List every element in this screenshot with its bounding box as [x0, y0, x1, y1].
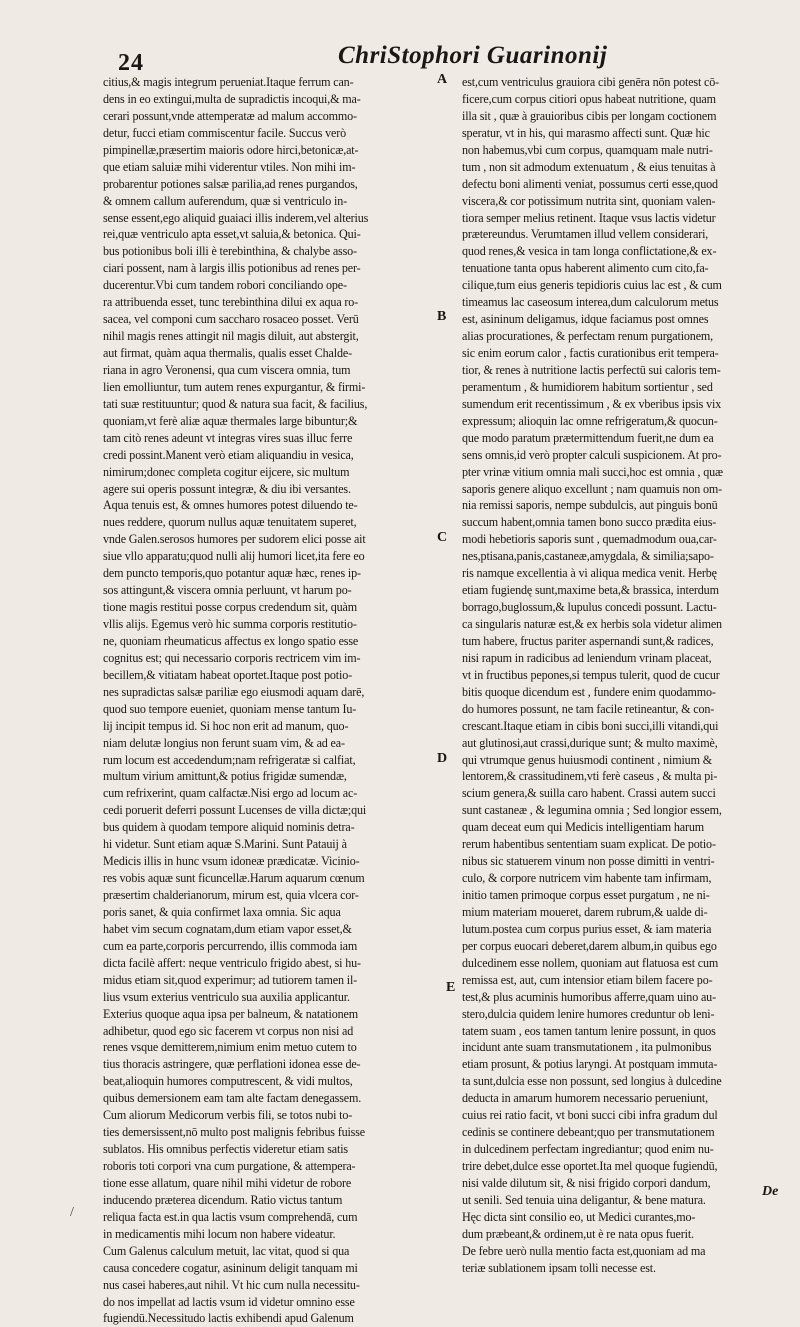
right-column	[462, 74, 792, 1277]
left-column-line: in medicamentis mihi locum non habere videatur.	[103, 1226, 336, 1241]
left-column-line: quoniam,vt ferè aliæ aquæ thermales large bibuntur;&	[103, 413, 358, 428]
right-column-line: initio tamen primoque corpus esset purgatum , ne ni-	[462, 888, 710, 902]
left-column-line: fugiendū.Necessitudo lactis exhibendi apud Galenum	[103, 1311, 354, 1326]
left-column-line: midus etiam sit,quod experimur; ad tutiorem tamen il-	[103, 972, 358, 987]
left-column-line: nes supradictas salsæ pariliæ ego eiusmodi aquam darē,	[103, 684, 365, 699]
right-column-line: timeamus lac caseosum interea,dum calculorum metus	[462, 295, 719, 310]
left-column-line: renes vsque demitterem,nimium enim metuo cutem to	[103, 1040, 357, 1055]
right-column-line: quod renes,& vesica in tam longa conflictatione,& ex-	[462, 244, 717, 259]
right-column-line: bitis quoque dicendum est , fundere enim quodammo-	[462, 684, 716, 699]
left-column-line: & omnem callum auferendum, quæ si ventriculo in-	[103, 193, 348, 208]
left-column-line: nues reddere, quorum nullus aquæ tenuitatem superet,	[103, 515, 357, 530]
right-column-line: ut senili. Sed tenuia uina deligantur, & bene matura.	[462, 1192, 706, 1207]
right-column-line: prætereundus. Verumtamen illud vellem considerari,	[462, 227, 709, 242]
page-number: 24	[118, 50, 144, 76]
left-column-line: rum locum est accedendum;nam refrigeratæ si calfiat,	[103, 752, 356, 767]
right-column-line: nia remissi saporis, nempe subdulcis, aut pinguis bonū	[462, 498, 718, 513]
right-column-line: tenuatione tanta opus haberent alimento cum cito,fa-	[462, 261, 709, 276]
left-column-line: sublatos. His omnibus perfectis videretur etiam satis	[103, 1142, 348, 1157]
right-column-line: ta sunt,dulcia esse non possunt, sed longius à dulcedine	[462, 1074, 722, 1089]
right-column-line: peramentum , & humidiorem habitum sortientur , sed	[462, 379, 713, 394]
left-column-line: cum ea parte,corporis percurrendo, illis commoda iam	[103, 938, 358, 953]
left-column-line: ties demersissent,nō multo post malignis febribus fuisse	[103, 1125, 366, 1140]
left-column-line: tam citò renes adeunt vt integras vires suas illuc ferre	[103, 430, 353, 445]
left-column-line: nihil magis renes attingit nil magis diluit, aut abstergit,	[103, 329, 359, 344]
right-column-line: quam deceat eum qui Medicis intelligentiam harum	[462, 820, 704, 835]
left-column-line: Cum Galenus calculum metuit, lac vitat, quod si qua	[103, 1243, 350, 1258]
right-column-line: dum præbeant,& ordinem,ut è re nata opus fuerit.	[462, 1226, 694, 1241]
left-column-line: lij incipit tempus id. Si hoc non erit ad manum, quo-	[103, 718, 349, 733]
left-column-line: quod suo tempore eueniet, quoniam mense tantum Iu-	[103, 701, 357, 716]
left-column-line: habet vim secum cognatam,dum etiam vapor esset,&	[103, 921, 352, 936]
left-column-line: pimpinellæ,præsertim maioris odore hirci,betonicæ,at-	[103, 142, 359, 157]
left-column-line: cerari possunt,vnde attemperatæ ad malum accommo-	[103, 108, 357, 123]
right-column-line: vt in fructibus pepones,si tempus tulerit, quod de cucur	[462, 667, 720, 682]
left-column-line: adhibetur, quod ego sic facerem vt corpus non nisi ad	[103, 1023, 354, 1038]
left-column-line: ducerentur.Vbi cum tandem robori conciliando ope-	[103, 278, 347, 293]
left-column-line: vnde Galen.serosos humores per sudorem elici posse ait	[103, 532, 366, 547]
right-column-line: remissa est, aut, cum intensior etiam bilem facere po-	[462, 972, 713, 987]
right-column-line: lutum.postea cum corpus purius esset, & iam materia	[462, 921, 712, 936]
right-column-line: teriæ sublationem ipsam tolli necesse est.	[462, 1260, 656, 1275]
right-column-line: per corpus euocari deberet,darem album,in quibus ego	[462, 938, 717, 953]
left-column-line: nimirum;donec completa cogitur eijcere, sic multum	[103, 464, 350, 479]
right-column-line: ris namque excellentia à vi aliqua medica venit. Herbę	[462, 566, 717, 581]
right-column-line: sic enim eorum calor , factis curationibus erit tempera-	[462, 346, 719, 360]
right-column-line: modi hebetioris saporis sunt , quemadmodum oua,car-	[462, 532, 717, 547]
left-column-line: inducendo præterea dicendum. Ratio victus tantum	[103, 1192, 343, 1207]
right-column-line: alias procurationes, & perfectam renum purgationem,	[462, 329, 714, 344]
left-column-line: Medicis illis in hunc vsum idoneæ prædicatæ. Vicinio-	[103, 854, 360, 869]
left-column-line: poris sanet, & quia confirmet laxa omnia. Sic aqua	[103, 904, 341, 919]
right-column-line: lentorem,& crassitudinem,vti ferè caseus , & multa pi-	[462, 769, 718, 784]
ink-mark: /	[70, 1205, 74, 1220]
left-column-line: sos attingunt,& viscera omnia perluunt, vt harum po-	[103, 583, 352, 598]
right-column-line: deducta in amarum humorem necessario perueniunt,	[462, 1091, 709, 1106]
left-column-line: nus casei haberes,aut nihil. Vt hic cum nulla necessitu-	[103, 1277, 360, 1292]
right-column-line: dulcedinem esse nollem, quoniam aut flatuosa est cum	[462, 955, 719, 970]
right-column-line: test,& plus acuminis humoribus afferre,quam uino au-	[462, 989, 716, 1004]
left-column-line: beat,alioquin humores computrescent, & vidi multos,	[103, 1074, 353, 1089]
margin-letter-d: D	[437, 751, 448, 766]
right-column-line: tum , non sit admodum extenuatum , & eius tenuitas à	[462, 159, 716, 174]
running-title: ChriStophori Guarinonij	[338, 42, 608, 69]
right-column-line: nibus sic statuerem vinum non posse dimitti in ventri-	[462, 854, 715, 869]
margin-letter-c: C	[437, 530, 448, 545]
right-column-line: expressum; alioquin lac omne refrigeratum,& quocun-	[462, 413, 718, 428]
left-column-line: quibus demersionem eam tam alte factam denegassem.	[103, 1091, 362, 1106]
left-column-line: Cum aliorum Medicorum verbis fili, se totos nubi to-	[103, 1108, 353, 1123]
left-column-line: lius vsum exterius ventriculo sua auxilia applicantur.	[103, 989, 350, 1004]
right-column-line: defectu boni alimenti veniat, possumus certi esse,quod	[462, 176, 718, 191]
left-column-line: præsertim chalderianorum, mirum est, quia vlcera cor-	[103, 888, 359, 902]
left-column-line: cedi poruerit deferri possunt Lucenses de villa dictæ;qui	[103, 803, 367, 818]
left-column-line: cum refrixerint, quam calfactæ.Nisi ergo ad locum ac-	[103, 786, 358, 801]
margin-letter-e: E	[446, 980, 456, 995]
right-column-line: sunt castaneæ , & legumina omnia ; Sed longior essem,	[462, 803, 722, 818]
left-column-line: Exterius quoque aqua ipsa per balneum, & natationem	[103, 1006, 358, 1021]
left-column-line: sacea, vel componi cum saccharo rosaceo posset. Verū	[103, 312, 359, 327]
left-column-line: bus potionibus boli illi è terebinthina, & chalybe asso-	[103, 244, 357, 259]
left-column-line: cognitus est; qui necessario corporis rectricem vim im-	[103, 650, 361, 665]
right-column-line: crescant.Itaque etiam in cibis boni succi,illi vitandi,qui	[462, 718, 719, 733]
right-column-line: non habemus,vbi cum corpus, quamquam male nutri-	[462, 142, 713, 157]
right-column-line: speratur, vt in his, qui marasmo affecti sunt. Quæ hic	[462, 125, 710, 140]
right-column-line: cilique,tum eius generis tepidioris cuius lac est , & cum	[462, 278, 722, 293]
right-column-line: scium genera,& suilla caro habent. Crassi autem succi	[462, 786, 716, 801]
catchword: De	[762, 1184, 779, 1199]
right-column-line: tum habere, fructus pariter aspernandi sunt,& radices,	[462, 633, 714, 648]
right-column-line: ca singularis naturæ est,& ex herbis sola videtur alimen	[462, 617, 722, 631]
right-column-line: rerum habentibus sententiam suam explicat. De potio-	[462, 837, 716, 852]
right-column-line: saporis genere aliquo excellunt ; nam quamuis non om-	[462, 481, 723, 496]
left-column-line: ne, quoniam rheumaticus affectus ex longo spatio esse	[103, 633, 359, 648]
left-column-line: niam delutæ longius non ferunt suam vim, & ad ea-	[103, 735, 345, 750]
right-column-line: De febre uerò nulla mentio facta est,quoniam ad ma	[462, 1243, 706, 1258]
right-column-line: viscera,& cor potissimum nutrita sint, quoniam valen-	[462, 193, 716, 208]
right-column-line: est, asininum deligamus, idque faciamus post omnes	[462, 312, 709, 327]
right-column-line: trire debet,dulce esse oportet.Ita mel quoque fugiendū,	[462, 1159, 718, 1173]
left-column-line: Aqua tenuis est, & omnes humores potest diluendo te-	[103, 498, 358, 513]
right-column-line: stero,dulcia quidem lenire humores creduntur ob leni-	[462, 1006, 715, 1021]
left-column-line: reliqua facta est.in qua lactis vsum comprehendā, cum	[103, 1209, 358, 1224]
right-column-line: cedinis se continere debeant;quo per transmutationem	[462, 1125, 715, 1140]
right-column-line: tior, & renes à nutritione lactis perfectū sui caloris tem-	[462, 362, 721, 377]
left-column-line: tati suæ restituuntur; quod & natura sua facit, & facilius,	[103, 396, 368, 411]
left-column-line: causa concedere cogatur, asininum deligit tanquam mi	[103, 1260, 358, 1275]
left-column-line: res vobis aquæ sunt ficuncellæ.Harum aquarum cœnum	[103, 871, 365, 886]
left-column-line: dicta facilè affert: neque ventriculo frigido abest, si hu-	[103, 955, 361, 970]
right-column-line: mium materiam moueret, darem rubrum,& ualde di-	[462, 904, 708, 919]
left-column-line: vllis alijs. Egemus verò hic summa corporis restitutio-	[103, 617, 357, 631]
right-column-line: que modo paratum prætermittendum fuerit,ne dum ea	[462, 430, 714, 445]
margin-letter-a: A	[437, 72, 448, 87]
left-column-line: dens in eo extingui,multa de supradictis incoqui,& ma-	[103, 91, 361, 106]
right-column-line: borrago,buglossum,& lupulus concedi possunt. Lactu-	[462, 600, 717, 615]
right-column-line: nisi valde dilutum sit, & nisi frigido corpori dandum,	[462, 1175, 711, 1190]
left-column-line: siue vllo apparatu;quod nulli alij humori licet,ita fere eo	[103, 549, 365, 564]
right-column-line: nes,ptisana,panis,castaneæ,amygdala, & similia;sapo-	[462, 549, 714, 564]
right-column-line: qui vtrumque genus huiusmodi continent , nimium &	[462, 752, 712, 767]
left-column-line: becillem,& vitiatam habeat oportet.Itaque post potio-	[103, 667, 352, 682]
left-column-line: agere sui operis possunt integræ, & diu ibi versantes.	[103, 481, 351, 496]
right-column-line: aut glutinosi,aut crassi,durique sunt; & multo maximè,	[462, 735, 718, 750]
left-column-line: lien emolliuntur, tum autem renes expurgantur, & firmi-	[103, 379, 366, 394]
right-column-line: culo, & corpore nutricem vim habente tam infirmam,	[462, 871, 712, 886]
right-column-line: illa sit , quæ à grauioribus cibis per longam coctionem	[462, 108, 717, 123]
left-column-line: probarentur potiones salsæ parilia,ad renes purgandos,	[103, 176, 358, 191]
left-column-line: ra attribuenda esset, tunc terebinthina dilui ex aqua ro-	[103, 295, 359, 310]
right-column-line: sumendum erit recentissimum , & ex vberibus ipsis vix	[462, 396, 722, 411]
left-column-line: multum virium amittunt,& potius frigidæ sumendæ,	[103, 769, 347, 784]
left-column-line: dem puncto temporis,quo potantur aquæ hæc, renes ip-	[103, 566, 361, 581]
right-column-line: nisi rapum in radicibus ad leniendum vrinam placeat,	[462, 650, 712, 665]
left-column-line: roboris toti corpori vna cum purgatione, & attempera-	[103, 1159, 356, 1173]
right-column-line: Hęc dicta sint consilio eo, ut Medici curantes,mo-	[462, 1209, 696, 1224]
left-column-line: que etiam saluiæ mihi viderentur vtiles. Non mihi im-	[103, 159, 356, 174]
left-column-line: riana in agro Veronensi, qua cum viscera omnia, tum	[103, 362, 351, 377]
right-column-line: do humores possunt, ne tam facile retineantur, & con-	[462, 701, 715, 716]
right-column-line: cuius rei ratio facit, vt boni succi cibi infra gradum dul	[462, 1108, 718, 1123]
right-column-line: succum habent,omnia tamen bono succo prædita eius-	[462, 515, 717, 530]
left-column-line: aut firmat, quàm aqua thermalis, qualis esset Chalde-	[103, 346, 352, 360]
right-column-line: etiam fugiendę sunt,maxime beta,& brassica, interdum	[462, 583, 719, 598]
right-column-line: in dulcedinem perfectam ingrediantur; quod enim nu-	[462, 1142, 714, 1157]
left-column-line: bus quidem à quodam tempore aliquid nominis detra-	[103, 820, 355, 835]
right-column-line: ficere,cum corpus citiori opus habeat nutritione, quam	[462, 91, 716, 106]
right-column-line: est,cum ventriculus grauiora cibi genēra nōn potest cō-	[462, 75, 720, 89]
right-column-line: tiora semper melius retinent. Itaque vsus lactis videtur	[462, 210, 716, 225]
left-column-line: detur, fucci etiam commiscentur facile. Succus verò	[103, 125, 347, 140]
margin-letter-b: B	[437, 309, 447, 324]
left-column-line: credi possint.Manent verò etiam aliquandiu in vesica,	[103, 447, 354, 462]
left-column-line: do nos impellat ad lactis vsum id videtur omnino esse	[103, 1294, 355, 1309]
left-column-line: tione magis restitui posse corpus credendum sit, quàm	[103, 600, 358, 615]
right-column-line: incidunt ante suam transmutationem , ita pulmonibus	[462, 1040, 712, 1055]
left-column	[103, 74, 435, 1327]
left-column-line: sense essent,ego aliquid guaiaci illis inderem,vel alterius	[103, 210, 369, 225]
left-column-line: tius thoracis astringere, quæ perflationi idonea esse de-	[103, 1057, 361, 1072]
left-column-line: rei,quæ ventriculo apta esset,vt saluia,& betonica. Qui-	[103, 227, 361, 242]
right-column-line: etiam prosunt, & potius laryngi. At postquam immuta-	[462, 1057, 718, 1072]
left-column-line: tione esse allatum, quare nihil mihi videtur de robore	[103, 1175, 352, 1190]
right-column-line: pter vrinæ vitium omnia mali succi,hoc est omnia , quæ	[462, 464, 723, 479]
left-column-line: citius,& magis integrum perueniat.Itaque ferrum can-	[103, 75, 354, 89]
right-column-line: tatem suam , eos tamen tantum lenire possunt, in quos	[462, 1023, 716, 1038]
left-column-line: hi videtur. Sunt etiam aquæ S.Marini. Sunt Patauij à	[103, 837, 347, 852]
left-column-line: ciari possent, nam à largis illis potionibus ad renes per-	[103, 261, 361, 276]
right-column-line: sens omnis,id verò propter calculi suspicionem. At pro-	[462, 447, 722, 462]
